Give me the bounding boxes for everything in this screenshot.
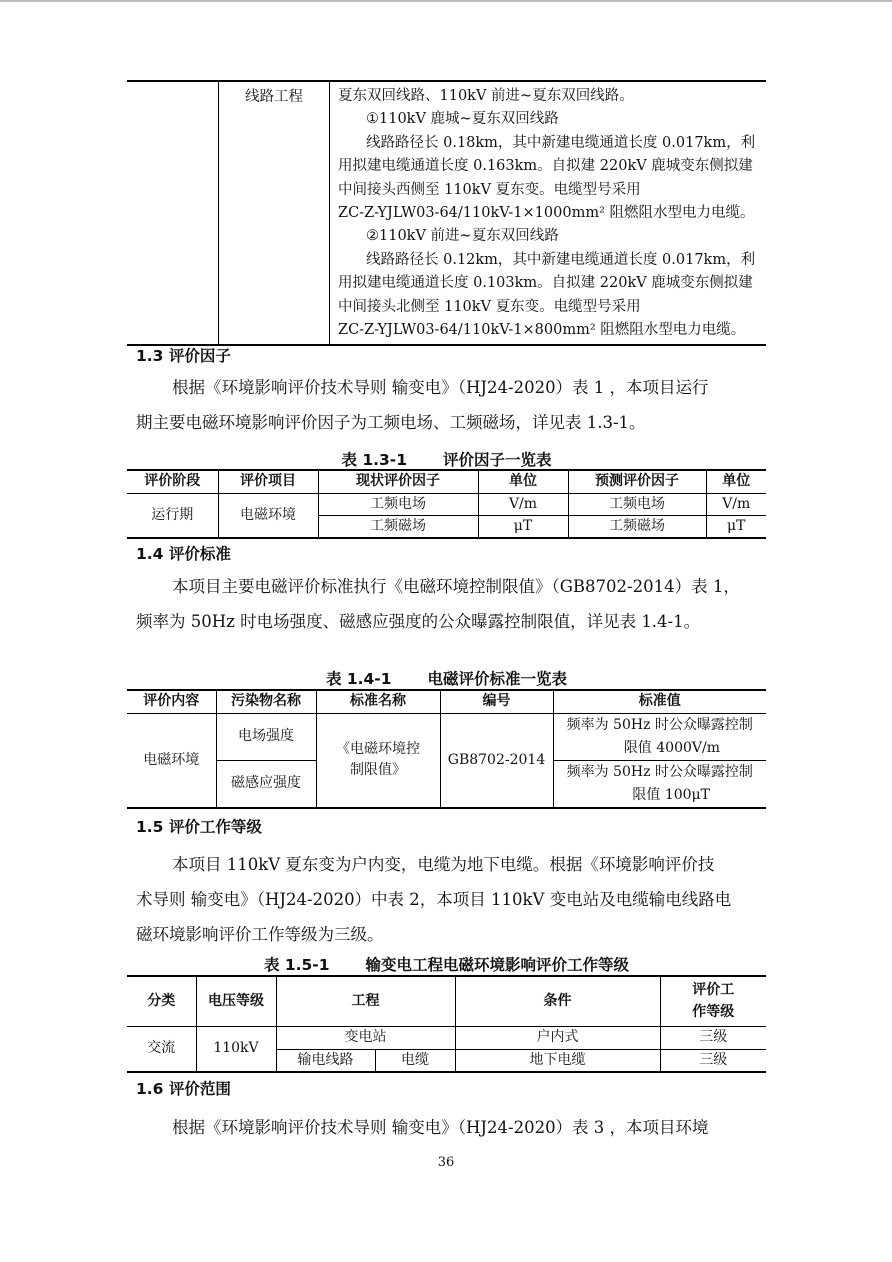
table-caption-1-4-1 (127, 667, 766, 689)
route-project-label: 线路工程 (219, 81, 330, 345)
grade-cell: 三级 (660, 1049, 766, 1072)
caption-title: 评价因子一览表 (443, 451, 552, 469)
value-line: 频率为 50Hz 时公众曝露控制 (566, 716, 753, 733)
section-paragraph-1-6 (136, 1110, 758, 1145)
table-header-row (127, 690, 766, 713)
section-heading-1-5: 1.5 评价工作等级 (136, 818, 262, 836)
caption-title: 电磁评价标准一览表 (427, 670, 568, 688)
top-rule (0, 0, 892, 2)
desc-line: 用拟建电缆通道长度 0.163km。自拟建 220kV 鹿城变东侧拟建 (338, 158, 753, 175)
grade-header-line: 作等级 (692, 1004, 735, 1021)
table-cell: 工频磁场 (568, 515, 706, 538)
section-paragraph-1-4 (136, 569, 758, 639)
paragraph-line: 本项目主要电磁评价标准执行《电磁环境控制限值》（GB8702-2014）表 1， (172, 577, 740, 596)
paragraph-line: 根据《环境影响评价技术导则 输变电》（HJ24-2020）表 1 ，本项目运行 (172, 378, 709, 397)
value-line: 频率为 50Hz 时公众曝露控制 (566, 763, 753, 780)
caption-title: 输变电工程电磁环境影响评价工作等级 (365, 956, 630, 974)
table-row (127, 1026, 766, 1049)
section-heading-1-3: 1.3 评价因子 (136, 347, 231, 365)
table-row (127, 713, 766, 760)
table-cell: V/m (478, 493, 568, 515)
column-header: 电压等级 (196, 976, 276, 1026)
table-header-row (127, 470, 766, 493)
project-cell: 变电站 (276, 1026, 455, 1049)
grade-header-line: 评价工 (692, 982, 735, 999)
condition-cell: 户内式 (455, 1026, 660, 1049)
work-grade-table (127, 975, 766, 1073)
desc-line: ZC-Z-YJLW03-64/110kV-1×1000mm² 阻燃阻水型电力电缆。 (338, 205, 755, 222)
table-caption-1-5-1 (127, 953, 766, 975)
table-cell: μT (706, 515, 766, 538)
evaluation-factor-table (127, 469, 766, 539)
desc-line: 线路路径长 0.12km，其中新建电缆通道长度 0.017km，利 (366, 251, 756, 268)
electromagnetic-standard-table (127, 689, 766, 809)
table-row (127, 493, 766, 515)
caption-number: 表 1.5-1 (263, 956, 330, 974)
pollutant-cell: 磁感应强度 (216, 760, 316, 808)
caption-number: 表 1.4-1 (325, 670, 392, 688)
paragraph-line: 根据《环境影响评价技术导则 输变电》（HJ24-2020）表 3 ，本项目环境 (172, 1118, 709, 1137)
paragraph-line: 磁环境影响评价工作等级为三级。 (136, 925, 384, 944)
route-project-description (330, 81, 767, 345)
desc-line: ZC-Z-YJLW03-64/110kV-1×800mm² 阻燃阻水型电力电缆。 (338, 322, 746, 339)
caption-number: 表 1.3-1 (341, 451, 408, 469)
column-header: 现状评价因子 (318, 470, 478, 493)
desc-line: ②110kV 前进~夏东双回线路 (366, 228, 559, 245)
stage-cell: 运行期 (127, 493, 218, 538)
empty-cell (127, 81, 219, 345)
column-header: 污染物名称 (216, 690, 316, 713)
desc-line: 中间接头北侧至 110kV 夏东变。电缆型号采用 (338, 298, 641, 315)
project-cell: 输电线路 (276, 1049, 375, 1072)
column-header: 评价内容 (127, 690, 216, 713)
desc-line: ①110kV 鹿城~夏东双回线路 (366, 111, 559, 128)
standard-name-line: 制限值》 (350, 762, 406, 778)
code-cell: GB8702-2014 (440, 713, 553, 808)
desc-line: 用拟建电缆通道长度 0.103km。自拟建 220kV 鹿城变东侧拟建 (338, 275, 753, 292)
section-paragraph-1-5 (136, 847, 758, 952)
section-heading-1-4: 1.4 评价标准 (136, 545, 231, 563)
item-cell: 电磁环境 (218, 493, 318, 538)
value-line: 限值 4000V/m (623, 739, 720, 756)
voltage-cell: 110kV (196, 1026, 276, 1072)
column-header: 编号 (440, 690, 553, 713)
desc-line: 夏东双回线路、110kV 前进~夏东双回线路。 (338, 88, 634, 104)
column-header: 分类 (127, 976, 196, 1026)
route-project-table (127, 80, 766, 346)
paragraph-line: 本项目 110kV 夏东变为户内变，电缆为地下电缆。根据《环境影响评价技 (172, 855, 715, 874)
column-header: 单位 (478, 470, 568, 493)
column-header: 条件 (455, 976, 660, 1026)
column-header: 标准名称 (316, 690, 440, 713)
table-cell: 工频电场 (318, 493, 478, 515)
standard-name-line: 《电磁环境控 (336, 741, 420, 757)
standard-value-cell (553, 760, 766, 808)
category-cell: 交流 (127, 1026, 196, 1072)
table-cell: V/m (706, 493, 766, 515)
table-cell: 工频电场 (568, 493, 706, 515)
paragraph-line: 术导则 输变电》（HJ24-2020）中表 2，本项目 110kV 变电站及电缆输电线路电 (136, 890, 732, 909)
table-cell: μT (478, 515, 568, 538)
paragraph-line: 频率为 50Hz 时电场强度、磁感应强度的公众曝露控制限值，详见表 1.4-1。 (136, 612, 701, 631)
table-caption-1-3-1 (127, 448, 766, 470)
column-header: 单位 (706, 470, 766, 493)
value-line: 限值 100μT (632, 786, 710, 803)
section-heading-1-6: 1.6 评价范围 (136, 1080, 231, 1098)
column-header: 标准值 (553, 690, 766, 713)
column-header (660, 976, 766, 1026)
pollutant-cell: 电场强度 (216, 713, 316, 760)
table-row (127, 81, 766, 345)
paragraph-line: 期主要电磁环境影响评价因子为工频电场、工频磁场，详见表 1.3-1。 (136, 413, 646, 432)
grade-cell: 三级 (660, 1026, 766, 1049)
table-cell: 工频磁场 (318, 515, 478, 538)
column-header: 评价阶段 (127, 470, 218, 493)
table-header-row (127, 976, 766, 1026)
section-paragraph-1-3 (136, 370, 758, 440)
column-header: 工程 (276, 976, 455, 1026)
project-sub-cell: 电缆 (375, 1049, 455, 1072)
standard-name-cell (316, 713, 440, 808)
condition-cell: 地下电缆 (455, 1049, 660, 1072)
column-header: 评价项目 (218, 470, 318, 493)
standard-value-cell (553, 713, 766, 760)
desc-line: 线路路径长 0.18km，其中新建电缆通道长度 0.017km，利 (366, 134, 756, 151)
desc-line: 中间接头西侧至 110kV 夏东变。电缆型号采用 (338, 181, 641, 198)
column-header: 预测评价因子 (568, 470, 706, 493)
page-number: 36 (437, 1155, 455, 1170)
content-cell: 电磁环境 (127, 713, 216, 808)
